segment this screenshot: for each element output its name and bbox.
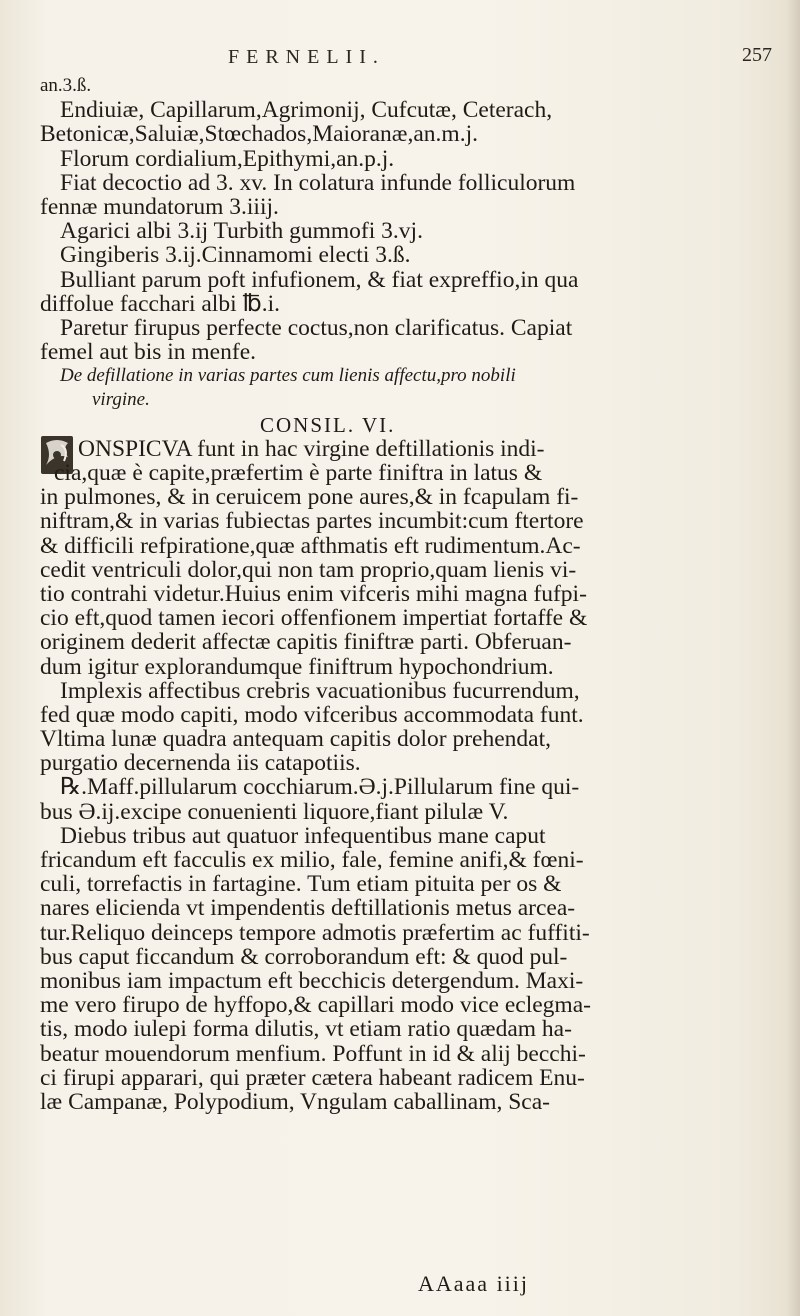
text-line: femel aut bis in menfe. — [40, 339, 256, 366]
text-line: originem dederit affectæ capitis finiftræ parti. Obferuan- — [40, 629, 572, 656]
text-line: Fiat decoctio ad 3. xv. In colatura infunde folliculorum — [60, 169, 576, 196]
text-line: cedit ventriculi dolor,qui non tam proprio,quam lienis vi- — [40, 556, 577, 583]
text-line: an.3.ß. — [40, 75, 92, 96]
text-line: purgatio decernenda iis catapotiis. — [40, 750, 361, 777]
text-line: Agarici albi 3.ij Turbith gummofi 3.vj. — [60, 218, 423, 245]
text-line: cia,quæ è capite,præfertim è parte finiftra in latus & — [54, 460, 543, 486]
text-line: & difficili refpiratione,quæ afthmatis eft rudimentum.Ac- — [40, 532, 581, 559]
text-line-content: ONSPICVA funt in hac virgine deftillationis indi- — [78, 435, 545, 462]
text-line: bus Ə.ij.excipe conuenienti liquore,fiant pilulæ V. — [40, 798, 509, 825]
text-line: læ Campanæ, Polypodium, Vngulam caballinam, Sca- — [40, 1088, 550, 1115]
text-line: Betonicæ,Saluiæ,Stœchados,Maioranæ,an.m.j. — [40, 121, 478, 148]
text-line: Vltima lunæ quadra antequam capitis dolor prehendat, — [40, 726, 551, 753]
text-line: tis, modo iulepi forma dilutis, vt etiam ratio quædam ha- — [40, 1016, 572, 1043]
text-line: Diebus tribus aut quatuor infequentibus mane caput — [60, 822, 546, 849]
text-line: ci firupi apparari, qui præter cætera habeant radicem Enu- — [40, 1064, 585, 1091]
text-line: nares elicienda vt impendentis deftillationis metus arcea- — [40, 895, 576, 922]
text-line: fed quæ modo capiti, modo vifceribus accommodata funt. — [40, 701, 584, 728]
text-line: cio eft,quod tamen iecori offenfionem impertiat fortaffe & — [40, 605, 588, 632]
text-line: niftram,& in varias fubiectas partes incumbit:cum ftertore — [40, 508, 584, 535]
text-line: fennæ mundatorum 3.iiij. — [40, 193, 279, 220]
text-line: Florum cordialium,Epithymi,an.p.j. — [60, 145, 395, 172]
text-line: beatur mouendorum menfium. Poffunt in id & alij becchi- — [40, 1040, 586, 1067]
text-line: fricandum eft facculis ex milio, fale, femine anifi,& fœni- — [40, 847, 584, 873]
body-text — [40, 74, 780, 1114]
signature-mark: AAaaa iiij — [418, 1271, 530, 1296]
text-line: in pulmones, & in ceruicem pone aures,& in fcapulam fi- — [40, 484, 579, 511]
text-line: CONSIL. VI. — [260, 412, 396, 437]
page-number: 257 — [742, 44, 772, 66]
running-head: FERNELII. — [228, 46, 385, 68]
text-line: ℞.Maff.pillularum cocchiarum.Ə.j.Pillularum fine qui- — [60, 774, 580, 801]
text-line: virgine. — [92, 389, 150, 411]
text-line: culi, torrefactis in fartagine. Tum etiam pituita per os & — [40, 871, 562, 898]
text-line: monibus iam impactum eft becchicis detergendum. Maxi- — [40, 967, 584, 994]
text-line: tio contrahi videtur.Huius enim vifceris mihi magna fufpi- — [40, 580, 587, 607]
text-line — [40, 437, 780, 461]
text-line: tur.Reliquo deinceps tempore admotis præfertim ac fuffiti- — [40, 919, 590, 946]
page-edge-shadow — [786, 0, 800, 1316]
text-line: Implexis affectibus crebris vacuationibus fucurrendum, — [60, 677, 580, 704]
text-line: Endiuiæ, Capillarum,Agrimonij, Cufcutæ, Ceterach, — [60, 97, 553, 124]
text-line: bus caput ficcandum & corroborandum eft: & quod pul- — [40, 943, 568, 970]
text-line: dum igitur explorandumque finiftrum hypochondrium. — [40, 653, 554, 680]
text-line: De defillatione in varias partes cum lienis affectu,pro nobili — [60, 365, 516, 387]
text-line: Paretur firupus perfecte coctus,non clarificatus. Capiat — [60, 314, 573, 341]
text-line: Bulliant parum poft infufionem, & fiat expreffio,in qua — [60, 266, 579, 293]
text-line: me vero firupo de hyffopo,& capillari modo vice eclegma- — [40, 992, 591, 1019]
text-line: diffolue facchari albi ℔.i. — [40, 290, 280, 317]
text-line: Gingiberis 3.ij.Cinnamomi electi 3.ß. — [60, 242, 411, 269]
